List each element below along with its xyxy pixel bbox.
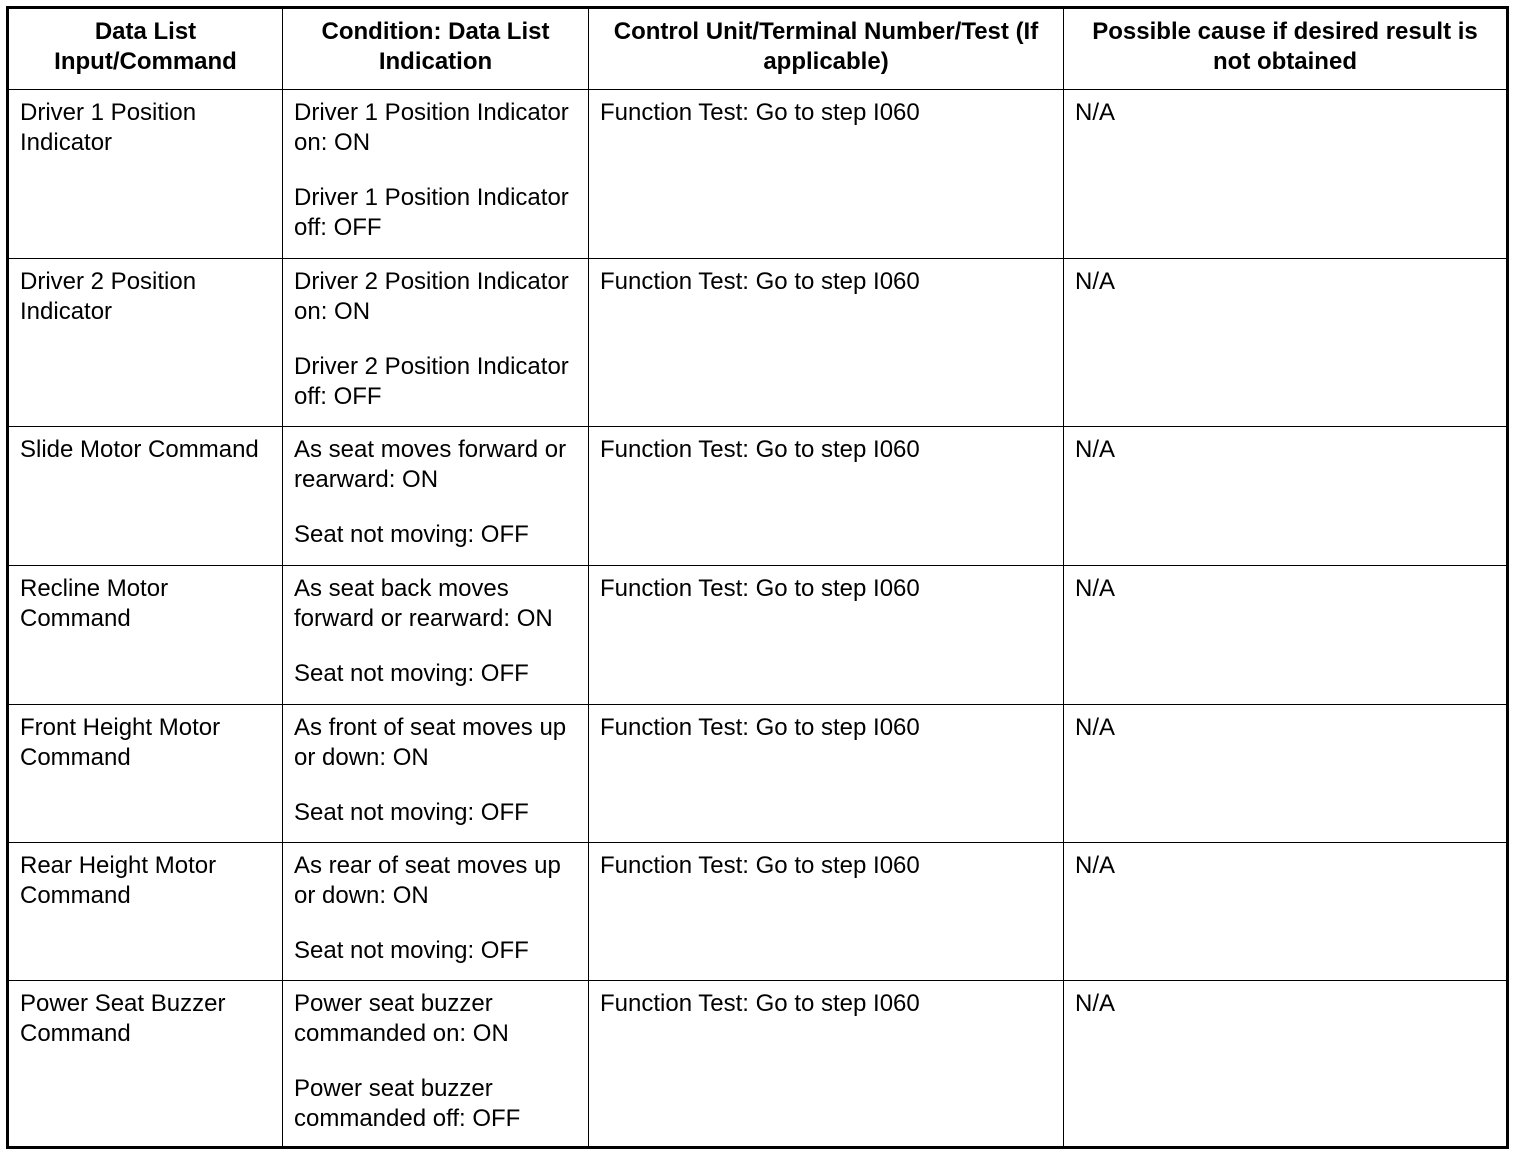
condition-off: Power seat buzzer commanded off: OFF [294,1075,521,1132]
table-row [8,843,1508,981]
cell-condition [283,566,589,705]
condition-off: Seat not moving: OFF [294,660,529,687]
table-header-row [8,8,1508,90]
cell-condition [283,705,589,843]
header-control-unit-test: Control Unit/Terminal Number/Test (If applicable) [589,8,1064,90]
condition-on: As rear of seat moves up or down: ON [294,852,561,909]
cell-test: Function Test: Go to step I060 [589,566,1064,705]
cell-input: Front Height Motor Command [8,705,283,843]
header-possible-cause: Possible cause if desired result is not obtained [1064,8,1508,90]
table-row [8,981,1508,1148]
condition-on: Driver 1 Position Indicator on: ON [294,99,569,156]
cell-input: Driver 2 Position Indicator [8,259,283,427]
cell-test: Function Test: Go to step I060 [589,843,1064,981]
cell-condition [283,843,589,981]
cell-cause: N/A [1064,981,1508,1148]
cell-condition [283,981,589,1148]
cell-input: Slide Motor Command [8,427,283,566]
cell-test: Function Test: Go to step I060 [589,427,1064,566]
table-row [8,90,1508,259]
condition-on: As seat back moves forward or rearward: ON [294,575,553,632]
condition-on: Driver 2 Position Indicator on: ON [294,268,569,325]
cell-cause: N/A [1064,843,1508,981]
condition-off: Driver 1 Position Indicator off: OFF [294,184,569,241]
cell-cause: N/A [1064,705,1508,843]
cell-cause: N/A [1064,566,1508,705]
condition-off: Seat not moving: OFF [294,937,529,964]
table-row [8,427,1508,566]
cell-cause: N/A [1064,259,1508,427]
condition-on: As seat moves forward or rearward: ON [294,436,567,493]
cell-cause: N/A [1064,90,1508,259]
header-condition: Condition: Data List Indication [283,8,589,90]
cell-test: Function Test: Go to step I060 [589,90,1064,259]
cell-input: Power Seat Buzzer Command [8,981,283,1148]
cell-cause: N/A [1064,427,1508,566]
header-input-command: Data List Input/Command [8,8,283,90]
cell-input: Recline Motor Command [8,566,283,705]
cell-condition [283,90,589,259]
condition-off: Seat not moving: OFF [294,799,529,826]
cell-test: Function Test: Go to step I060 [589,981,1064,1148]
condition-off: Driver 2 Position Indicator off: OFF [294,353,569,410]
condition-on: Power seat buzzer commanded on: ON [294,990,509,1047]
cell-test: Function Test: Go to step I060 [589,259,1064,427]
table-row [8,566,1508,705]
data-list-table [6,6,1509,1149]
cell-condition [283,259,589,427]
cell-input: Rear Height Motor Command [8,843,283,981]
cell-test: Function Test: Go to step I060 [589,705,1064,843]
table-row [8,259,1508,427]
table-row [8,705,1508,843]
cell-condition [283,427,589,566]
condition-off: Seat not moving: OFF [294,521,529,548]
cell-input: Driver 1 Position Indicator [8,90,283,259]
condition-on: As front of seat moves up or down: ON [294,714,567,771]
